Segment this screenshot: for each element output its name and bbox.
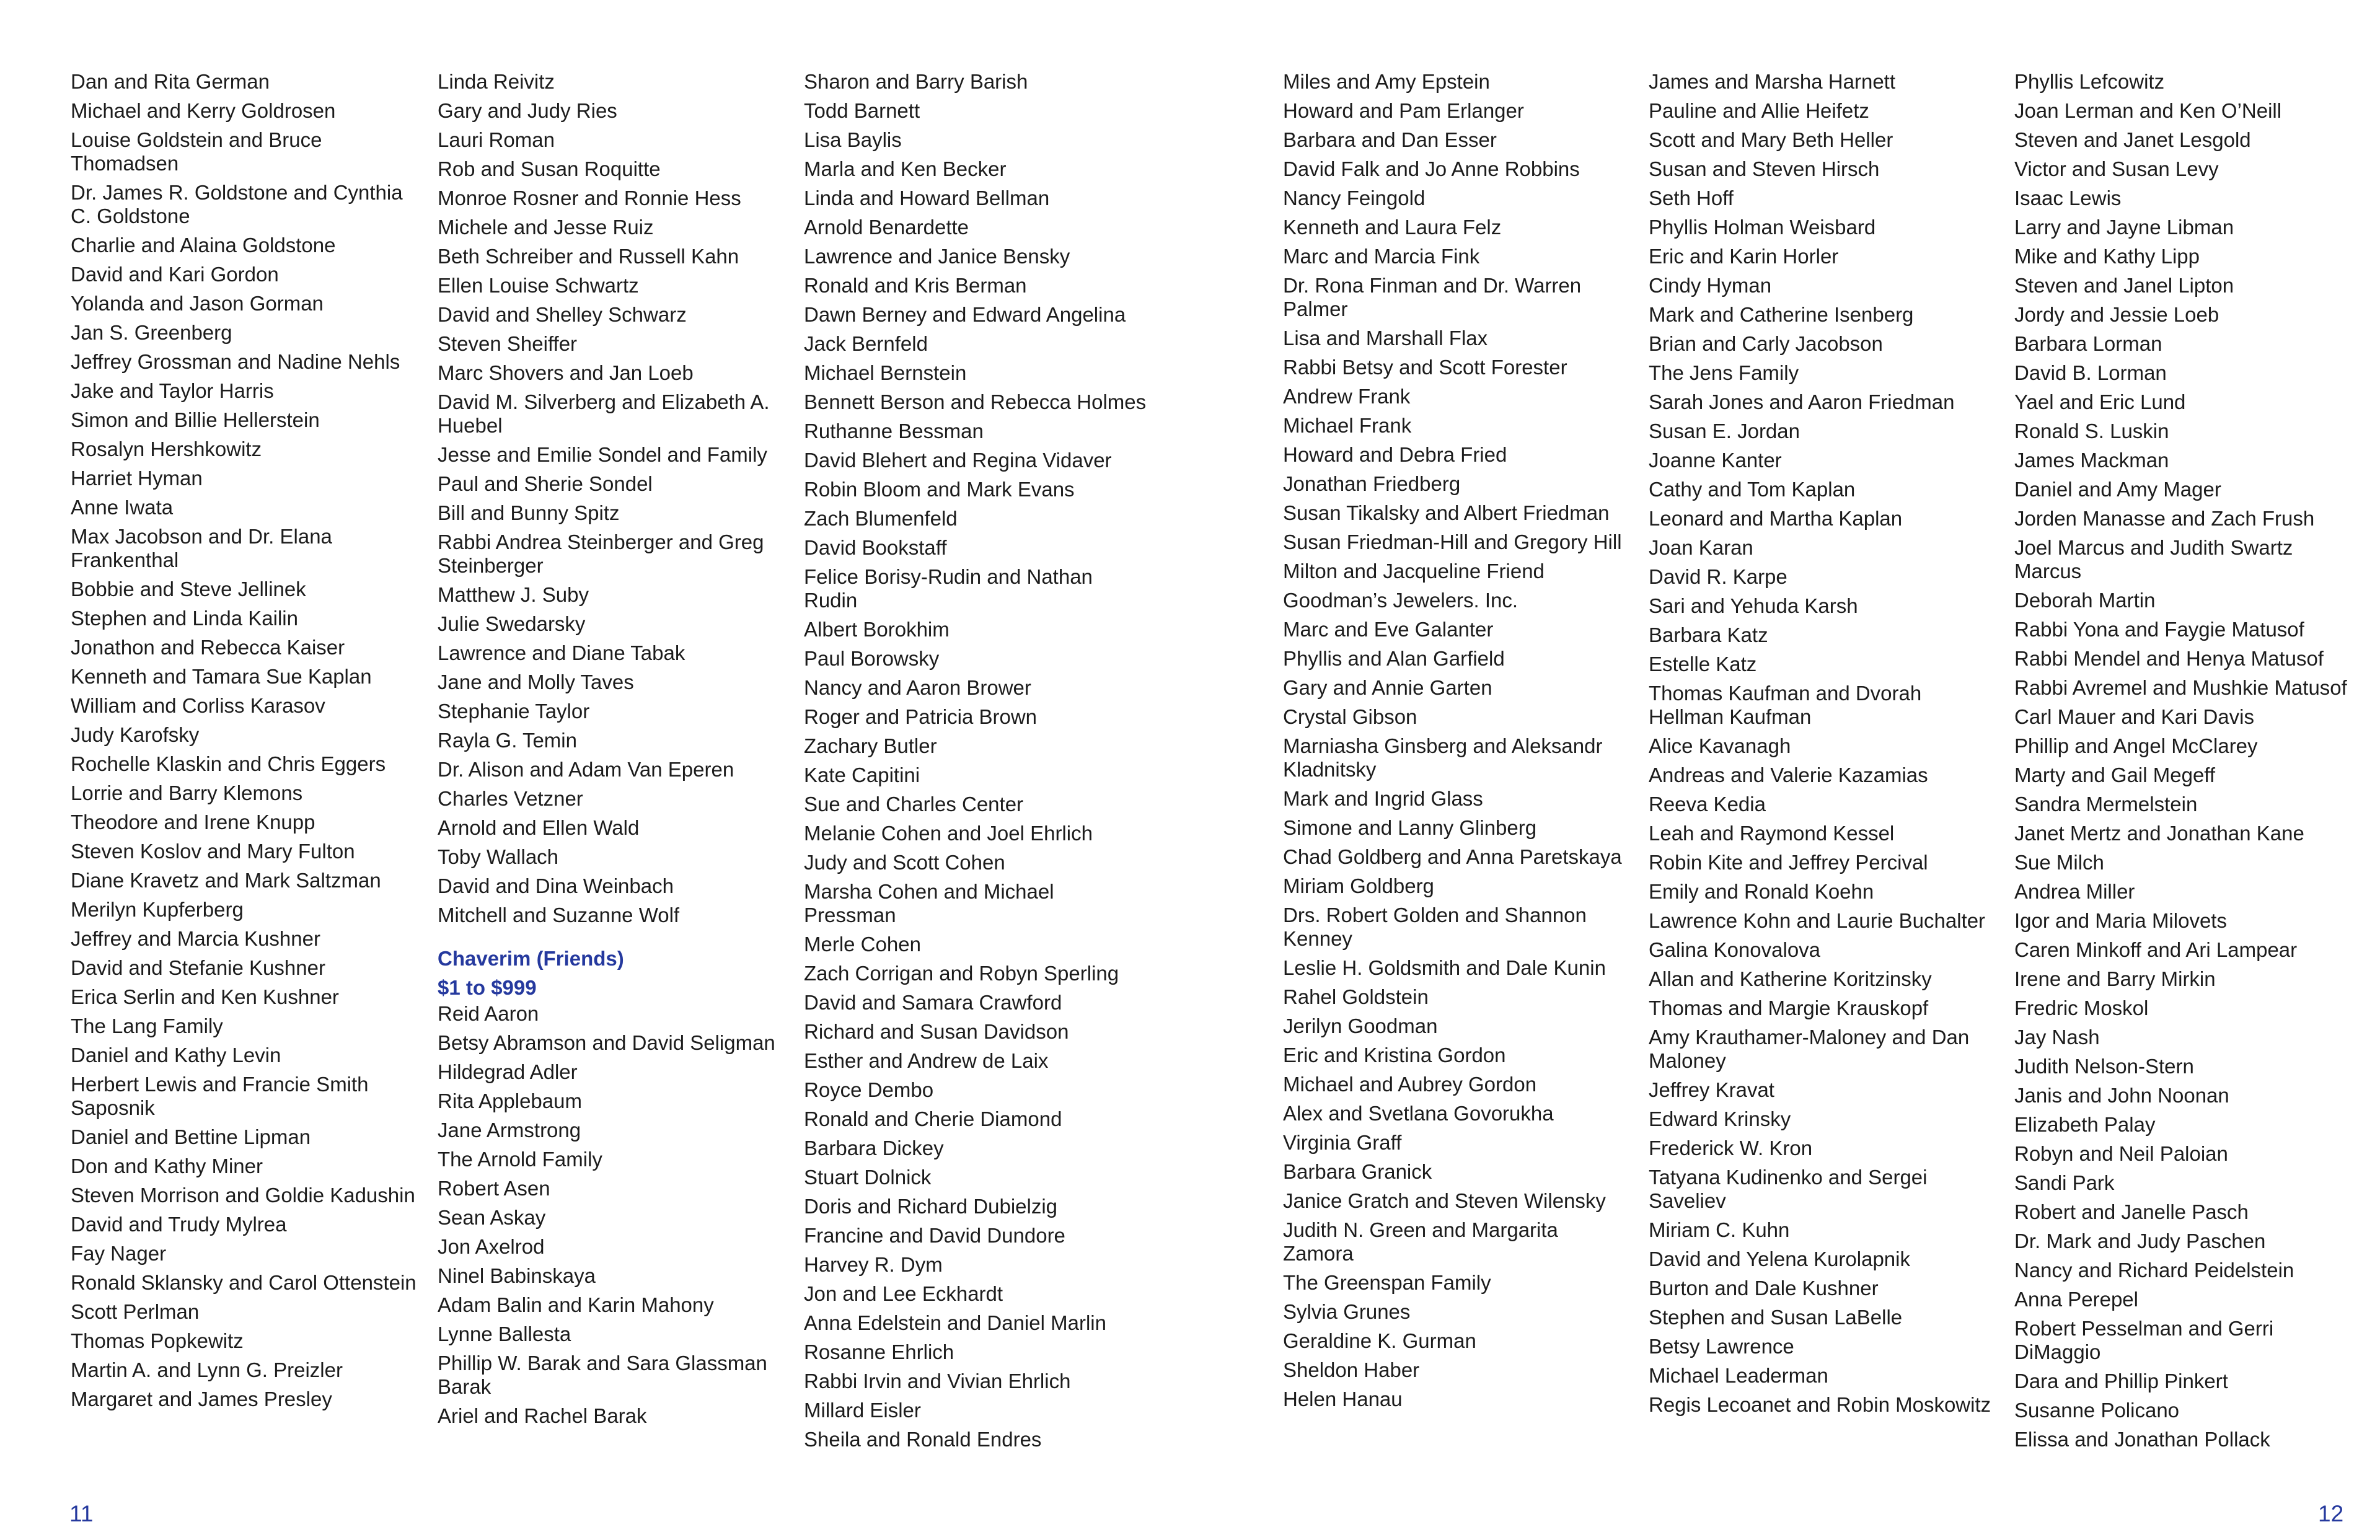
donor-name: Eric and Karin Horler [1649,245,1839,268]
donor-name: Robert and Janelle Pasch [2014,1200,2249,1223]
donor-name: Rabbi Mendel and Henya Matusof [2014,647,2324,670]
donor-name: Louise Goldstein and Bruce Thomadsen [71,128,322,175]
donor-name: Marniasha Ginsberg and Aleksandr Kladnitsky [1283,734,1603,781]
donor-name: Betsy Lawrence [1649,1335,1794,1358]
donor-name: Felice Borisy-Rudin and Nathan Rudin [804,565,1093,612]
donor-name: Michael Leaderman [1649,1364,1828,1387]
donor-name: Carl Mauer and Kari Davis [2014,705,2254,728]
donor-name: Sheila and Ronald Endres [804,1428,1042,1451]
donor-name: Michael Frank [1283,414,1412,437]
donor-name: Elizabeth Palay [2014,1113,2156,1136]
donor-name: Linda and Howard Bellman [804,187,1050,209]
donor-name: Howard and Debra Fried [1283,443,1507,466]
donor-name: Rahel Goldstein [1283,985,1429,1008]
donor-name: Marty and Gail Megeff [2014,763,2216,786]
donor-name: David and Shelley Schwarz [438,303,687,326]
donor-name: Galina Konovalova [1649,938,1821,961]
donor-name: Pauline and Allie Heifetz [1649,99,1869,122]
donor-name: Edward Krinsky [1649,1107,1791,1130]
donor-name: Charlie and Alaina Goldstone [71,234,336,257]
donor-name: Rita Applebaum [438,1089,582,1112]
column-5 [1649,70,1996,1422]
donor-name: Robin Bloom and Mark Evans [804,478,1075,501]
donor-name: Rob and Susan Roquitte [438,157,661,180]
donor-name: Roger and Patricia Brown [804,705,1038,728]
donor-name: James Mackman [2014,449,2169,472]
donor-name: Tatyana Kudinenko and Sergei Saveliev [1649,1166,1928,1212]
donor-name: Andrew Frank [1283,385,1411,408]
donor-name: Dr. Mark and Judy Paschen [2014,1230,2266,1252]
donor-name: Mark and Ingrid Glass [1283,787,1483,810]
donor-name: Herbert Lewis and Francie Smith Saposnik [71,1073,369,1119]
donor-name: Robyn and Neil Paloian [2014,1142,2228,1165]
donor-name: Steven Koslov and Mary Fulton [71,840,355,863]
donor-name: Theodore and Irene Knupp [71,811,315,834]
donor-name: Melanie Cohen and Joel Ehrlich [804,822,1093,845]
donor-name: Simon and Billie Hellerstein [71,408,320,431]
donor-name: Richard and Susan Davidson [804,1020,1069,1043]
donor-name: Simone and Lanny Glinberg [1283,816,1537,839]
donor-name: Robin Kite and Jeffrey Percival [1649,851,1928,874]
donor-name: Lawrence Kohn and Laurie Buchalter [1649,909,1986,932]
donor-name: Michael Bernstein [804,361,967,384]
donor-name: Jan S. Greenberg [71,321,232,344]
donor-name: Barbara Lorman [2014,332,2162,355]
donor-name: Sue Milch [2014,851,2104,874]
right-page [1190,0,2380,1540]
donor-name: Sandra Mermelstein [2014,793,2198,816]
donor-name: Dr. Rona Finman and Dr. Warren Palmer [1283,274,1582,320]
donor-name: Charles Vetzner [438,787,583,810]
donor-name: Caren Minkoff and Ari Lampear [2014,938,2298,961]
donor-name: Linda Reivitz [438,70,555,93]
donor-name: Emily and Ronald Koehn [1649,880,1874,903]
donor-name: Fay Nager [71,1242,167,1265]
donor-name: Jeffrey and Marcia Kushner [71,927,320,950]
donor-name: Reid Aaron [438,1002,539,1025]
donor-name: Alex and Svetlana Govorukha [1283,1102,1554,1125]
donor-name: Virginia Graff [1283,1131,1402,1154]
donor-name: David and Dina Weinbach [438,874,674,897]
donor-name: Barbara Katz [1649,623,1768,646]
donor-name: Bobbie and Steve Jellinek [71,578,306,601]
donor-name: The Arnold Family [438,1148,602,1171]
donor-name: Igor and Maria Milovets [2014,909,2227,932]
donor-name: Mitchell and Suzanne Wolf [438,904,680,926]
donor-name: Dr. James R. Goldstone and Cynthia C. Goldstone [71,181,403,227]
donor-name: Drs. Robert Golden and Shannon Kenney [1283,904,1587,950]
donor-name: Arnold and Ellen Wald [438,816,640,839]
donor-name: Thomas and Margie Krauskopf [1649,997,1929,1019]
donor-name: William and Corliss Karasov [71,694,325,717]
donor-name: Susan and Steven Hirsch [1649,157,1880,180]
donor-name: Thomas Popkewitz [71,1329,244,1352]
section-heading [438,944,785,1002]
donor-name: Merle Cohen [804,933,921,956]
donor-name: Zachary Butler [804,734,937,757]
donor-name: Joan Lerman and Ken O’Neill [2014,99,2282,122]
donor-name: Beth Schreiber and Russell Kahn [438,245,739,268]
donor-name: Marc and Eve Galanter [1283,618,1494,641]
donor-name: Judy and Scott Cohen [804,851,1005,874]
column-2 [438,70,785,1433]
donor-name: Susan Friedman-Hill and Gregory Hill [1283,530,1622,553]
donor-name: Amy Krauthamer-Maloney and Dan Maloney [1649,1026,1970,1072]
donor-name: Cathy and Tom Kaplan [1649,478,1856,501]
donor-name: Sean Askay [438,1206,546,1229]
donor-name: Jesse and Emilie Sondel and Family [438,443,767,466]
donor-name: Burton and Dale Kushner [1649,1277,1879,1300]
donor-name: Scott Perlman [71,1300,200,1323]
donor-name: Erica Serlin and Ken Kushner [71,985,339,1008]
donor-name: Estelle Katz [1649,653,1757,675]
donor-name: Francine and David Dundore [804,1224,1065,1247]
donor-name: Paul Borowsky [804,647,940,670]
donor-name: The Lang Family [71,1014,223,1037]
donor-name: Andrea Miller [2014,880,2135,903]
donor-name: Rabbi Betsy and Scott Forester [1283,356,1567,379]
section-range: $1 to $999 [438,976,537,999]
donor-name: Ronald S. Luskin [2014,420,2169,442]
donor-name: Rabbi Yona and Faygie Matusof [2014,618,2304,641]
donor-name: Crystal Gibson [1283,705,1417,728]
donor-name: Daniel and Bettine Lipman [71,1125,311,1148]
donor-name: Leonard and Martha Kaplan [1649,507,1903,530]
donor-name: Lauri Roman [438,128,555,151]
donor-name: David and Kari Gordon [71,263,279,286]
donor-name: Michael and Aubrey Gordon [1283,1073,1537,1096]
donor-name: Mike and Kathy Lipp [2014,245,2200,268]
donor-name: Ronald Sklansky and Carol Ottenstein [71,1271,416,1294]
donor-name: David and Stefanie Kushner [71,956,325,979]
donor-name: Bennett Berson and Rebecca Holmes [804,390,1147,413]
donor-name: David Blehert and Regina Vidaver [804,449,1112,472]
donor-name: David and Samara Crawford [804,991,1062,1014]
donor-name: David R. Karpe [1649,565,1787,588]
donor-name: Robert Pesselman and Gerri DiMaggio [2014,1317,2274,1363]
donor-name: Anna Perepel [2014,1288,2138,1311]
donor-name: Miriam C. Kuhn [1649,1218,1790,1241]
donor-name: David and Yelena Kurolapnik [1649,1247,1910,1270]
donor-name: Hildegrad Adler [438,1060,578,1083]
donor-name: Phyllis Holman Weisbard [1649,216,1876,239]
donor-name: David M. Silverberg and Elizabeth A. Huebel [438,390,770,437]
donor-name: Anne Iwata [71,496,174,519]
donor-name: Daniel and Kathy Levin [71,1044,281,1067]
donor-name: Joel Marcus and Judith Swartz Marcus [2014,536,2293,583]
page-number-right: 12 [2318,1501,2344,1526]
column-3 [804,70,1151,1457]
donor-name: Sari and Yehuda Karsh [1649,594,1858,617]
donor-name: Bill and Bunny Spitz [438,501,620,524]
donor-name: Zach Corrigan and Robyn Sperling [804,962,1119,985]
donor-name: Janis and John Noonan [2014,1084,2229,1107]
donor-name: The Jens Family [1649,361,1799,384]
donor-name: Rosanne Ehrlich [804,1340,954,1363]
donor-name: Monroe Rosner and Ronnie Hess [438,187,741,209]
donor-name: Phillip W. Barak and Sara Glassman Barak [438,1352,767,1398]
donor-name: Harriet Hyman [71,467,203,490]
donor-name: Sylvia Grunes [1283,1300,1411,1323]
donor-name: Eric and Kristina Gordon [1283,1044,1506,1067]
donor-name: Barbara and Dan Esser [1283,128,1497,151]
donor-name: Rosalyn Hershkowitz [71,438,262,460]
donor-name: Paul and Sherie Sondel [438,472,653,495]
donor-name: Yolanda and Jason Gorman [71,292,324,315]
donor-name: Steven and Janel Lipton [2014,274,2234,297]
donor-name: Jerilyn Goodman [1283,1014,1438,1037]
donor-name: Lisa Baylis [804,128,902,151]
donor-name: Allan and Katherine Koritzinsky [1649,967,1932,990]
donor-name: Jake and Taylor Harris [71,379,274,402]
donor-name: Esther and Andrew de Laix [804,1049,1049,1072]
donor-name: Martin A. and Lynn G. Preizler [71,1358,343,1381]
donor-name: Miriam Goldberg [1283,874,1434,897]
donor-name: Jon and Lee Eckhardt [804,1282,1003,1305]
donor-name: Miles and Amy Epstein [1283,70,1490,93]
donor-name: Phyllis and Alan Garfield [1283,647,1505,670]
donor-name: Jon Axelrod [438,1235,545,1258]
donor-name: Jordy and Jessie Loeb [2014,303,2219,326]
donor-name: Marc Shovers and Jan Loeb [438,361,694,384]
donor-name: Nancy and Aaron Brower [804,676,1031,699]
donor-name: Gary and Annie Garten [1283,676,1492,699]
donor-name: Diane Kravetz and Mark Saltzman [71,869,381,892]
donor-name: Jeffrey Kravat [1649,1078,1774,1101]
donor-name: Reeva Kedia [1649,793,1766,816]
donor-name: Janet Mertz and Jonathan Kane [2014,822,2304,845]
donor-name: Rabbi Andrea Steinberger and Greg Steinberger [438,530,764,577]
donor-name: Marc and Marcia Fink [1283,245,1480,268]
donor-name: The Greenspan Family [1283,1271,1491,1294]
donor-name: Julie Swedarsky [438,612,586,635]
donor-name: Andreas and Valerie Kazamias [1649,763,1928,786]
donor-name: Lynne Ballesta [438,1322,571,1345]
column-4 [1283,70,1630,1417]
donor-name: Adam Balin and Karin Mahony [438,1293,714,1316]
donor-name: Phillip and Angel McClarey [2014,734,2258,757]
donor-name: Zach Blumenfeld [804,507,958,530]
donor-name: David B. Lorman [2014,361,2167,384]
donor-name: Lisa and Marshall Flax [1283,327,1488,350]
donor-name: Gary and Judy Ries [438,99,617,122]
donor-name: Stephen and Linda Kailin [71,607,298,630]
section-title: Chaverim (Friends) [438,947,624,970]
donor-name: Isaac Lewis [2014,187,2122,209]
donor-name: Matthew J. Suby [438,583,589,606]
donor-name: Jeffrey Grossman and Nadine Nehls [71,350,400,373]
donor-name: Jorden Manasse and Zach Frush [2014,507,2315,530]
donor-name: Sue and Charles Center [804,793,1024,816]
donor-name: Toby Wallach [438,845,559,868]
column-2-list [438,70,785,927]
donor-name: Kate Capitini [804,763,920,786]
donor-name: Mark and Catherine Isenberg [1649,303,1914,326]
donor-name: Victor and Susan Levy [2014,157,2219,180]
donor-name: Susanne Policano [2014,1399,2180,1422]
donor-name: Scott and Mary Beth Heller [1649,128,1893,151]
donor-name: Brian and Carly Jacobson [1649,332,1883,355]
donor-name: Howard and Pam Erlanger [1283,99,1524,122]
donor-name: Jonathan Friedberg [1283,472,1461,495]
donor-name: Kenneth and Laura Felz [1283,216,1502,239]
donor-name: Kenneth and Tamara Sue Kaplan [71,665,372,688]
donor-name: Todd Barnett [804,99,920,122]
donor-name: Sheldon Haber [1283,1358,1420,1381]
donor-name: Arnold Benardette [804,216,969,239]
donor-name: Alice Kavanagh [1649,734,1791,757]
donor-name: Elissa and Jonathan Pollack [2014,1428,2270,1451]
donor-name: Goodman’s Jewelers. Inc. [1283,589,1518,612]
donor-name: Dan and Rita German [71,70,270,93]
donor-name: Sarah Jones and Aaron Friedman [1649,390,1955,413]
donor-name: Dr. Alison and Adam Van Eperen [438,758,734,781]
donor-name: Daniel and Amy Mager [2014,478,2221,501]
donor-name: Susan Tikalsky and Albert Friedman [1283,501,1610,524]
donor-name: Harvey R. Dym [804,1253,943,1276]
donor-name: Judy Karofsky [71,723,200,746]
donor-name: Jonathon and Rebecca Kaiser [71,636,345,659]
donor-name: Dawn Berney and Edward Angelina [804,303,1126,326]
donor-name: Lorrie and Barry Klemons [71,781,303,804]
donor-name: Merilyn Kupferberg [71,898,244,921]
donor-name: Sharon and Barry Barish [804,70,1028,93]
donor-name: Regis Lecoanet and Robin Moskowitz [1649,1393,1991,1416]
donor-name: Sandi Park [2014,1171,2115,1194]
donor-name: Ronald and Cherie Diamond [804,1107,1062,1130]
donor-name: Nancy and Richard Peidelstein [2014,1259,2294,1282]
donor-name: Barbara Dickey [804,1137,944,1159]
donor-name: Leslie H. Goldsmith and Dale Kunin [1283,956,1606,979]
donor-name: Larry and Jayne Libman [2014,216,2234,239]
donor-name: Millard Eisler [804,1399,921,1422]
donor-name: Marla and Ken Becker [804,157,1007,180]
donor-name: Joan Karan [1649,536,1753,559]
donor-name: Jack Bernfeld [804,332,928,355]
donor-name: Fredric Moskol [2014,997,2149,1019]
donor-name: Leah and Raymond Kessel [1649,822,1895,845]
donor-name: Royce Dembo [804,1078,934,1101]
donor-name: Irene and Barry Mirkin [2014,967,2216,990]
donor-name: Michael and Kerry Goldrosen [71,99,336,122]
donor-name: Ellen Louise Schwartz [438,274,639,297]
donor-name: Albert Borokhim [804,618,950,641]
column-1 [71,70,418,1417]
donor-name: Jane Armstrong [438,1119,581,1142]
donor-name: Ruthanne Bessman [804,420,984,442]
donor-name: Doris and Richard Dubielzig [804,1195,1058,1218]
donor-name: Margaret and James Presley [71,1388,332,1410]
donor-name: Stephanie Taylor [438,700,590,723]
donor-name: Ariel and Rachel Barak [438,1404,647,1427]
donor-name: Rabbi Irvin and Vivian Ehrlich [804,1370,1071,1393]
donor-name: Susan E. Jordan [1649,420,1800,442]
donor-name: Ninel Babinskaya [438,1264,596,1287]
donor-name: Judith N. Green and Margarita Zamora [1283,1218,1558,1265]
donor-name: Seth Hoff [1649,187,1734,209]
donor-name: Betsy Abramson and David Seligman [438,1031,775,1054]
donor-name: Robert Asen [438,1177,550,1200]
donor-name: Cindy Hyman [1649,274,1772,297]
column-6 [2014,70,2361,1457]
donor-name: Rabbi Avremel and Mushkie Matusof [2014,676,2347,699]
donor-name: Steven and Janet Lesgold [2014,128,2251,151]
donor-name: Jane and Molly Taves [438,671,634,693]
donor-name: Don and Kathy Miner [71,1155,263,1177]
donor-name: Ronald and Kris Berman [804,274,1027,297]
donor-name: Dara and Phillip Pinkert [2014,1370,2228,1393]
donor-name: James and Marsha Harnett [1649,70,1896,93]
donor-name: David Falk and Jo Anne Robbins [1283,157,1580,180]
donor-name: Deborah Martin [2014,589,2156,612]
donor-name: Thomas Kaufman and Dvorah Hellman Kaufman [1649,682,1922,728]
donor-name: Joanne Kanter [1649,449,1782,472]
donor-name: Jay Nash [2014,1026,2100,1049]
donor-name: Max Jacobson and Dr. Elana Frankenthal [71,525,332,571]
donor-name: Geraldine K. Gurman [1283,1329,1476,1352]
donor-name: Frederick W. Kron [1649,1137,1813,1159]
donor-name: Anna Edelstein and Daniel Marlin [804,1311,1106,1334]
donor-name: Stephen and Susan LaBelle [1649,1306,1903,1329]
donor-name: Phyllis Lefcowitz [2014,70,2165,93]
donor-name: Stuart Dolnick [804,1166,932,1189]
donor-name: Barbara Granick [1283,1160,1432,1183]
donor-name: Judith Nelson-Stern [2014,1055,2194,1078]
donor-name: Lawrence and Janice Bensky [804,245,1070,268]
donor-name: Janice Gratch and Steven Wilensky [1283,1189,1606,1212]
donor-name: Milton and Jacqueline Friend [1283,560,1545,583]
donor-name: Steven Sheiffer [438,332,578,355]
donor-name: David and Trudy Mylrea [71,1213,287,1236]
page-number-left: 11 [69,1501,94,1526]
donor-name: Marsha Cohen and Michael Pressman [804,880,1054,926]
donor-name: Rayla G. Temin [438,729,577,752]
section-list [438,1002,785,1428]
donor-name: Lawrence and Diane Tabak [438,641,685,664]
donor-name: Helen Hanau [1283,1388,1403,1410]
donor-name: Steven Morrison and Goldie Kadushin [71,1184,415,1207]
donor-name: Chad Goldberg and Anna Paretskaya [1283,845,1622,868]
donor-name: David Bookstaff [804,536,947,559]
donor-name: Yael and Eric Lund [2014,390,2186,413]
donor-name: Nancy Feingold [1283,187,1426,209]
donor-name: Michele and Jesse Ruiz [438,216,654,239]
donor-name: Rochelle Klaskin and Chris Eggers [71,752,386,775]
